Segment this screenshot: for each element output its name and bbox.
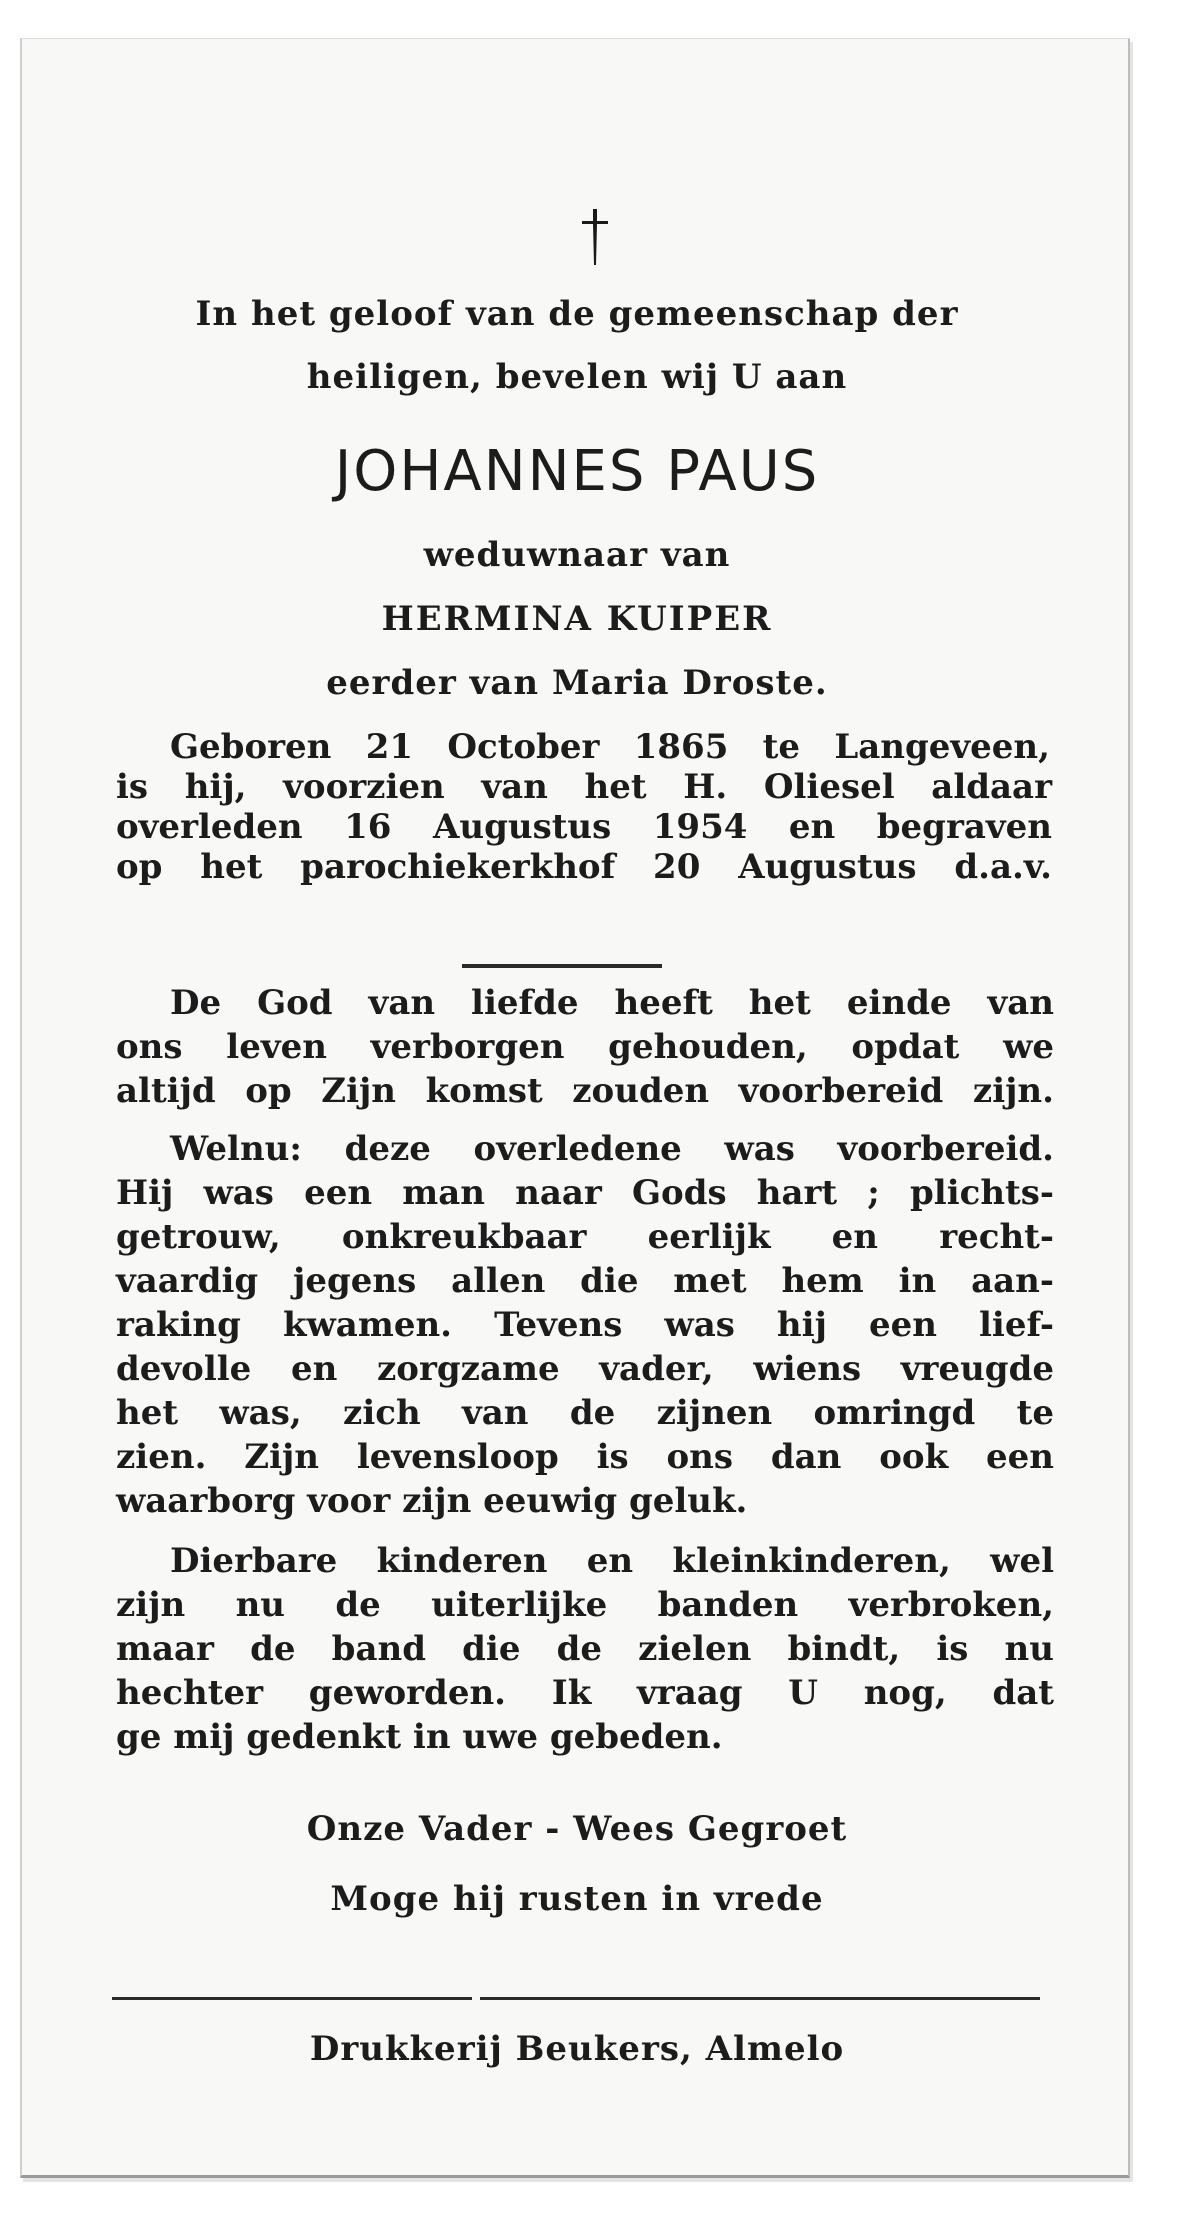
paragraph-line: Hij was een man naar Gods hart ; plichts- xyxy=(116,1173,1054,1213)
cross-icon xyxy=(580,207,610,267)
paragraph-line: raking kwamen. Tevens was hij een lief- xyxy=(116,1305,1054,1345)
relation-text: weduwnaar van xyxy=(423,535,731,575)
deceased-name: JOHANNES PAUS xyxy=(334,439,820,504)
paragraph-line: hechter geworden. Ik vraag U nog, dat xyxy=(116,1673,1054,1713)
paragraph-line: ge mij gedenkt in uwe gebeden. xyxy=(116,1717,723,1757)
divider-long-right xyxy=(480,1997,1040,2000)
former-spouse: eerder van Maria Droste. xyxy=(326,663,828,703)
paragraph-line: zijn nu de uiterlijke banden verbroken, xyxy=(116,1585,1054,1625)
paragraph-line: maar de band die de zielen bindt, is nu xyxy=(116,1629,1054,1669)
paragraph-line: vaardig jegens allen die met hem in aan- xyxy=(116,1261,1054,1301)
bio-line: is hij, voorzien van het H. Oliesel aldaar xyxy=(116,767,1052,807)
paragraph-line: devolle en zorgzame vader, wiens vreugde xyxy=(116,1349,1054,1389)
prayer-line-1: Onze Vader - Wees Gegroet xyxy=(306,1809,848,1849)
printer-credit: Drukkerij Beukers, Almelo xyxy=(309,2029,845,2069)
divider-short xyxy=(462,964,662,968)
paragraph-line: getrouw, onkreukbaar eerlijk en recht- xyxy=(116,1217,1054,1257)
paragraph-line: De God van liefde heeft het einde van xyxy=(170,983,1054,1023)
spouse-name: HERMINA KUIPER xyxy=(381,599,773,639)
paragraph-line: ons leven verborgen gehouden, opdat we xyxy=(116,1027,1054,1067)
memorial-card xyxy=(20,38,1130,2178)
paragraph-line: altijd op Zijn komst zouden voorbereid zijn. xyxy=(116,1071,1054,1111)
divider-long-left xyxy=(112,1997,472,2000)
bio-line: Geboren 21 October 1865 te Langeveen, xyxy=(170,727,1050,767)
bio-line: op het parochiekerkhof 20 Augustus d.a.v. xyxy=(116,847,1052,887)
bio-line: overleden 16 Augustus 1954 en begraven xyxy=(116,807,1052,847)
paragraph-line: Welnu: deze overledene was voorbereid. xyxy=(170,1129,1054,1169)
paragraph-line: Dierbare kinderen en kleinkinderen, wel xyxy=(170,1541,1054,1581)
intro-line-2: heiligen, bevelen wij U aan xyxy=(306,357,848,397)
prayer-line-2: Moge hij rusten in vrede xyxy=(330,1879,824,1919)
paragraph-line: zien. Zijn levensloop is ons dan ook een xyxy=(116,1437,1054,1477)
paragraph-line: waarborg voor zijn eeuwig geluk. xyxy=(116,1481,748,1521)
paragraph-line: het was, zich van de zijnen omringd te xyxy=(116,1393,1054,1433)
intro-line-1: In het geloof van de gemeenschap der xyxy=(195,294,959,334)
